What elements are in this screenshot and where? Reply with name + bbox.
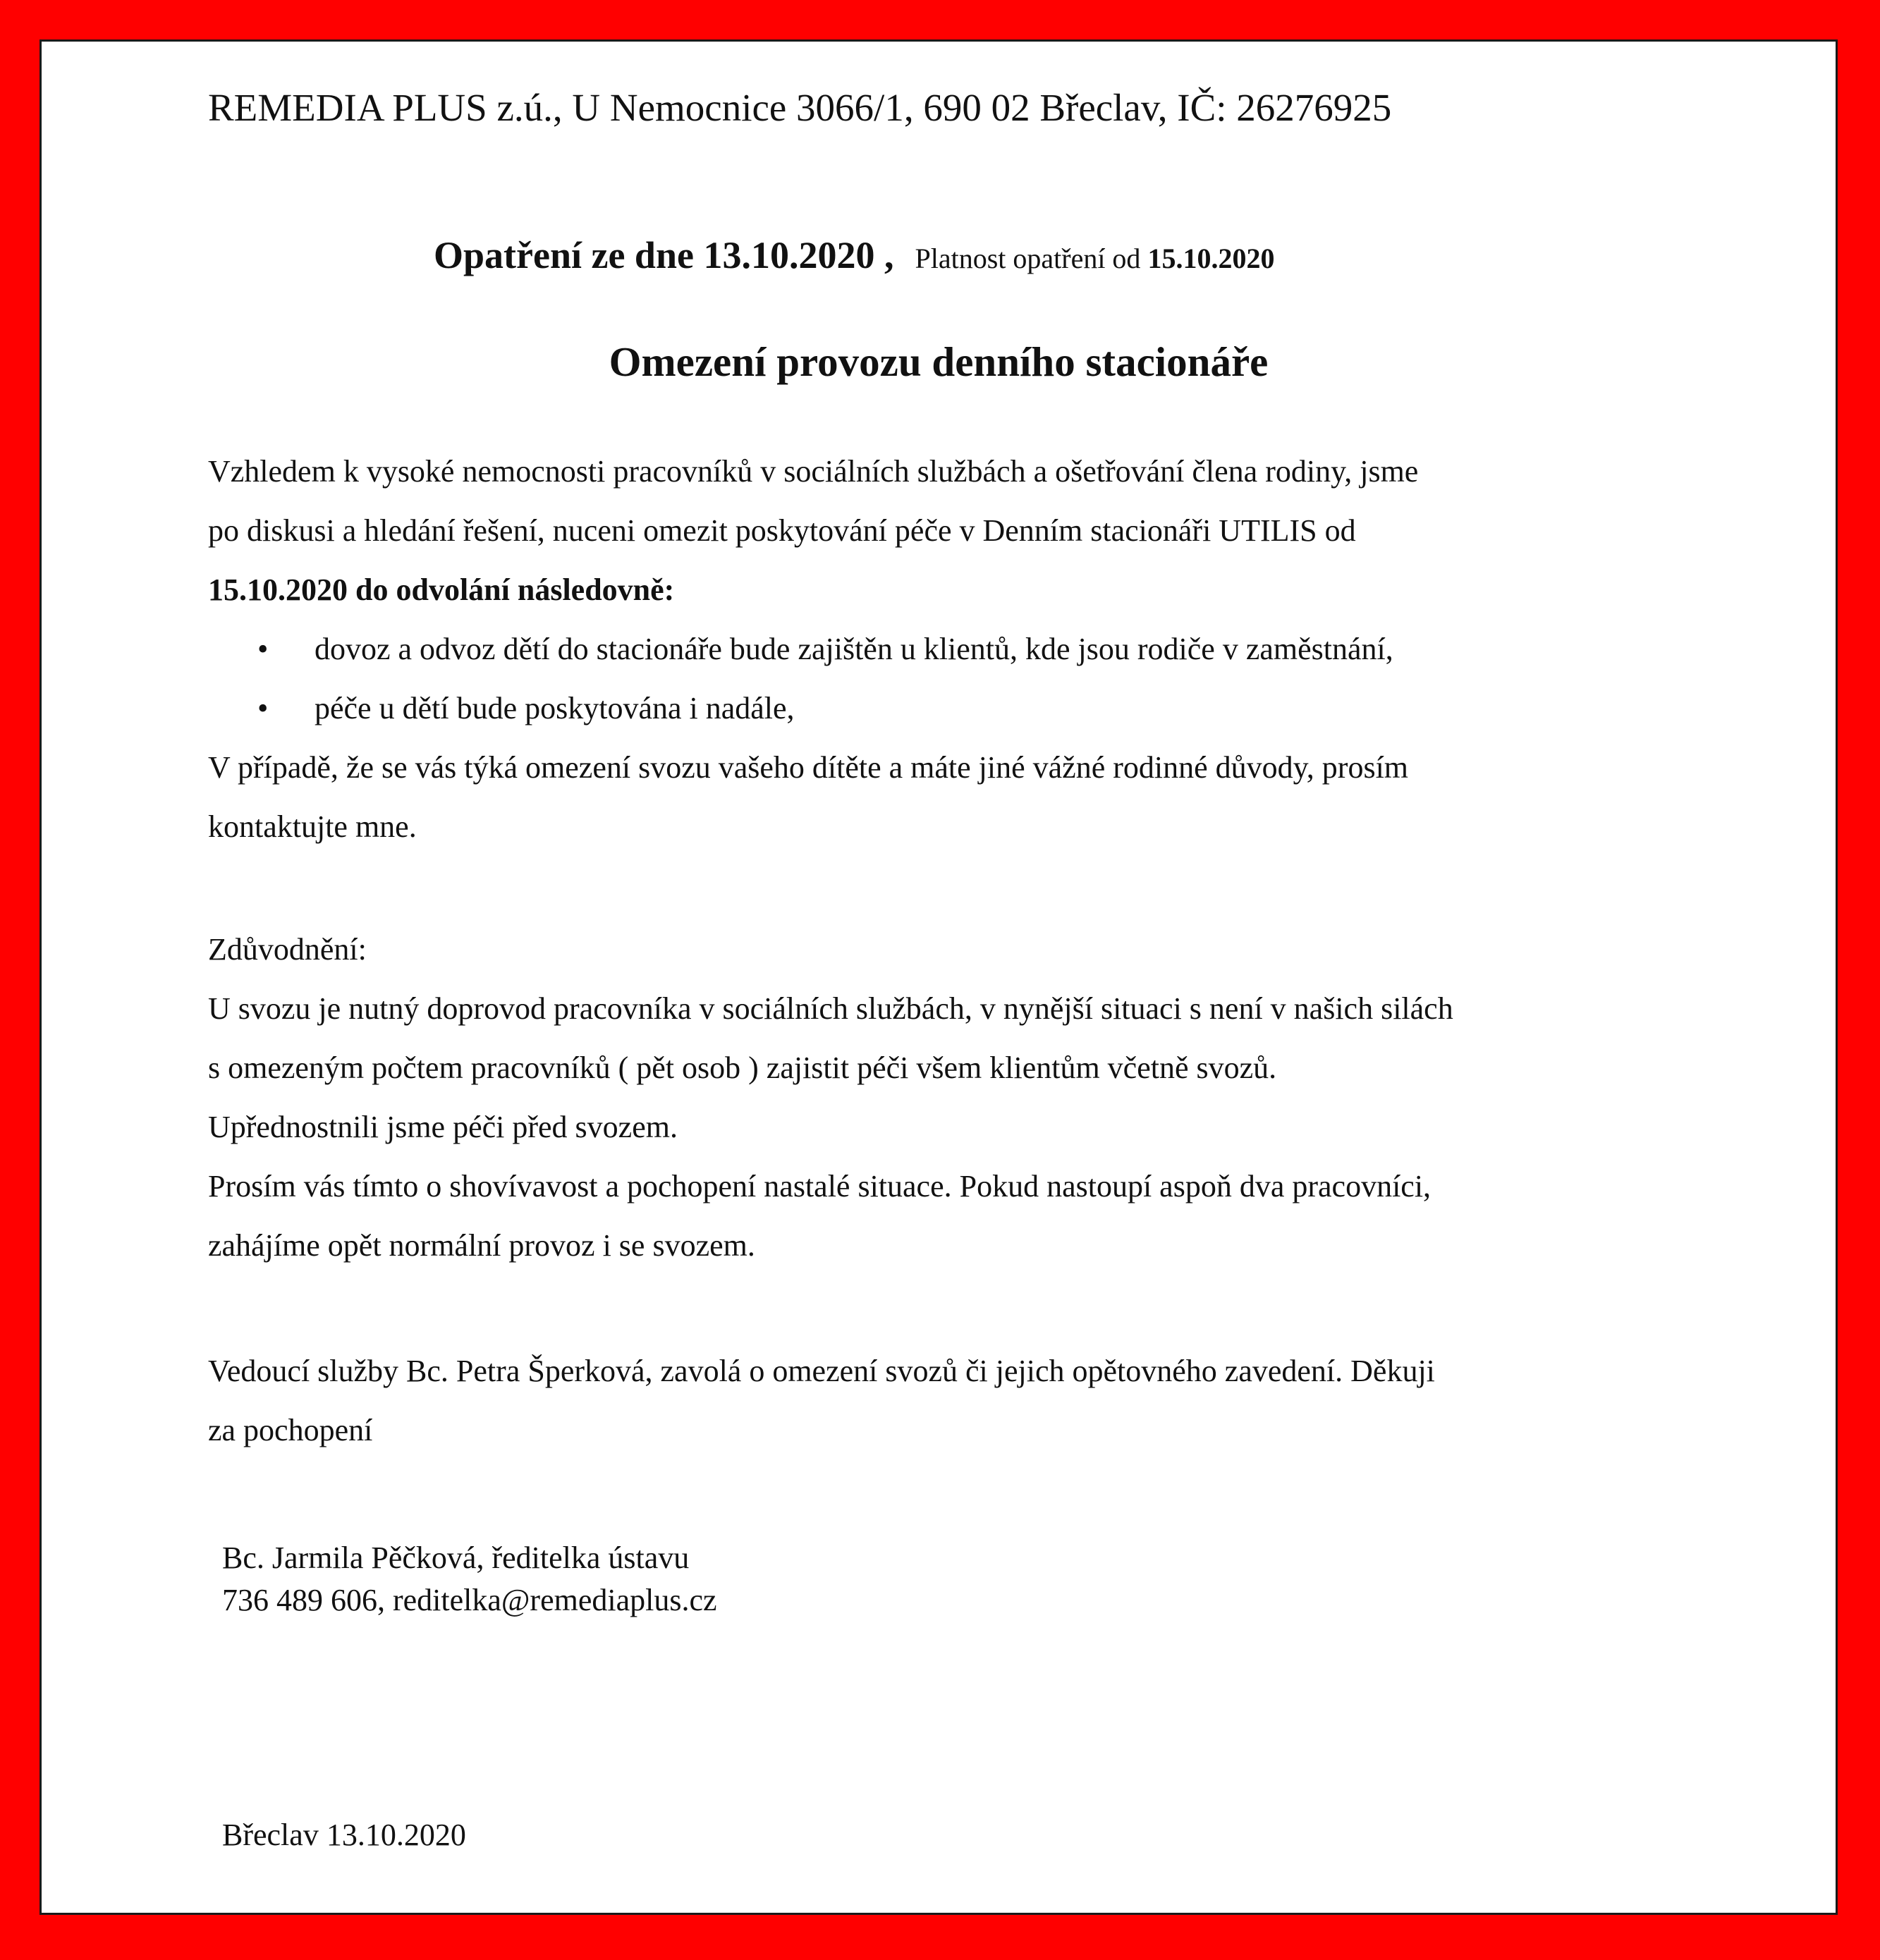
contact-note-line-2: kontaktujte mne.: [208, 809, 417, 844]
bullet-symbol: •: [257, 632, 269, 666]
intro-line-3: 15.10.2020 do odvolání následovně:: [208, 572, 675, 607]
measure-subheading: [434, 233, 1274, 277]
document-title: Omezení provozu denního stacionáře: [609, 338, 1269, 385]
validity-date: 15.10.2020: [1147, 243, 1275, 274]
justification-line-3: Upřednostnili jsme péči před svozem.: [208, 1110, 678, 1144]
justification-line-4: Prosím vás tímto o shovívavost a pochopení nastalé situace. Pokud nastoupí aspoň dva pracovníci,: [208, 1169, 1432, 1203]
justification-line-2: s omezeným počtem pracovníků ( pět osob ) zajistit péči všem klientům včetně svozů.: [208, 1051, 1277, 1085]
closing-line-1: Vedoucí služby Bc. Petra Šperková, zavolá o omezení svozů či jejich opětovného zavedení. Děkuji: [208, 1354, 1435, 1388]
intro-line-2: po diskusi a hledání řešení, nuceni omezit poskytování péče v Denním stacionáři UTILIS od: [208, 513, 1356, 548]
closing-line-2: za pochopení: [208, 1413, 373, 1447]
bullet-item: dovoz a odvoz dětí do stacionáře bude zajištěn u klientů, kde jsou rodiče v zaměstnání,: [315, 632, 1393, 666]
organization-header: REMEDIA PLUS z.ú., U Nemocnice 3066/1, 690 02 Břeclav, IČ: 26276925: [208, 86, 1392, 129]
justification-line-5: zahájíme opět normální provoz i se svozem.: [208, 1228, 755, 1263]
measure-date: Opatření ze dne 13.10.2020 ,: [434, 234, 894, 276]
validity-label: Platnost opatření od: [915, 243, 1141, 274]
intro-line-1: Vzhledem k vysoké nemocnosti pracovníků v sociálních službách a ošetřování člena rodiny, jsme: [208, 454, 1419, 489]
bullet-item: péče u dětí bude poskytována i nadále,: [315, 691, 795, 725]
contact-note-line-1: V případě, že se vás týká omezení svozu vašeho dítěte a máte jiné vážné rodinné důvody, prosím: [208, 750, 1409, 785]
justification-line-1: U svozu je nutný doprovod pracovníka v sociálních službách, v nynější situaci s není v našich silách: [208, 991, 1453, 1026]
justification-label: Zdůvodnění:: [208, 932, 367, 967]
bullet-symbol: •: [257, 691, 269, 725]
document-page: [39, 39, 1838, 1915]
signature-contact: 736 489 606, reditelka@remediaplus.cz: [222, 1583, 717, 1617]
signature-name-role: Bc. Jarmila Pěčková, ředitelka ústavu: [222, 1541, 690, 1575]
place-date: Břeclav 13.10.2020: [222, 1818, 466, 1852]
